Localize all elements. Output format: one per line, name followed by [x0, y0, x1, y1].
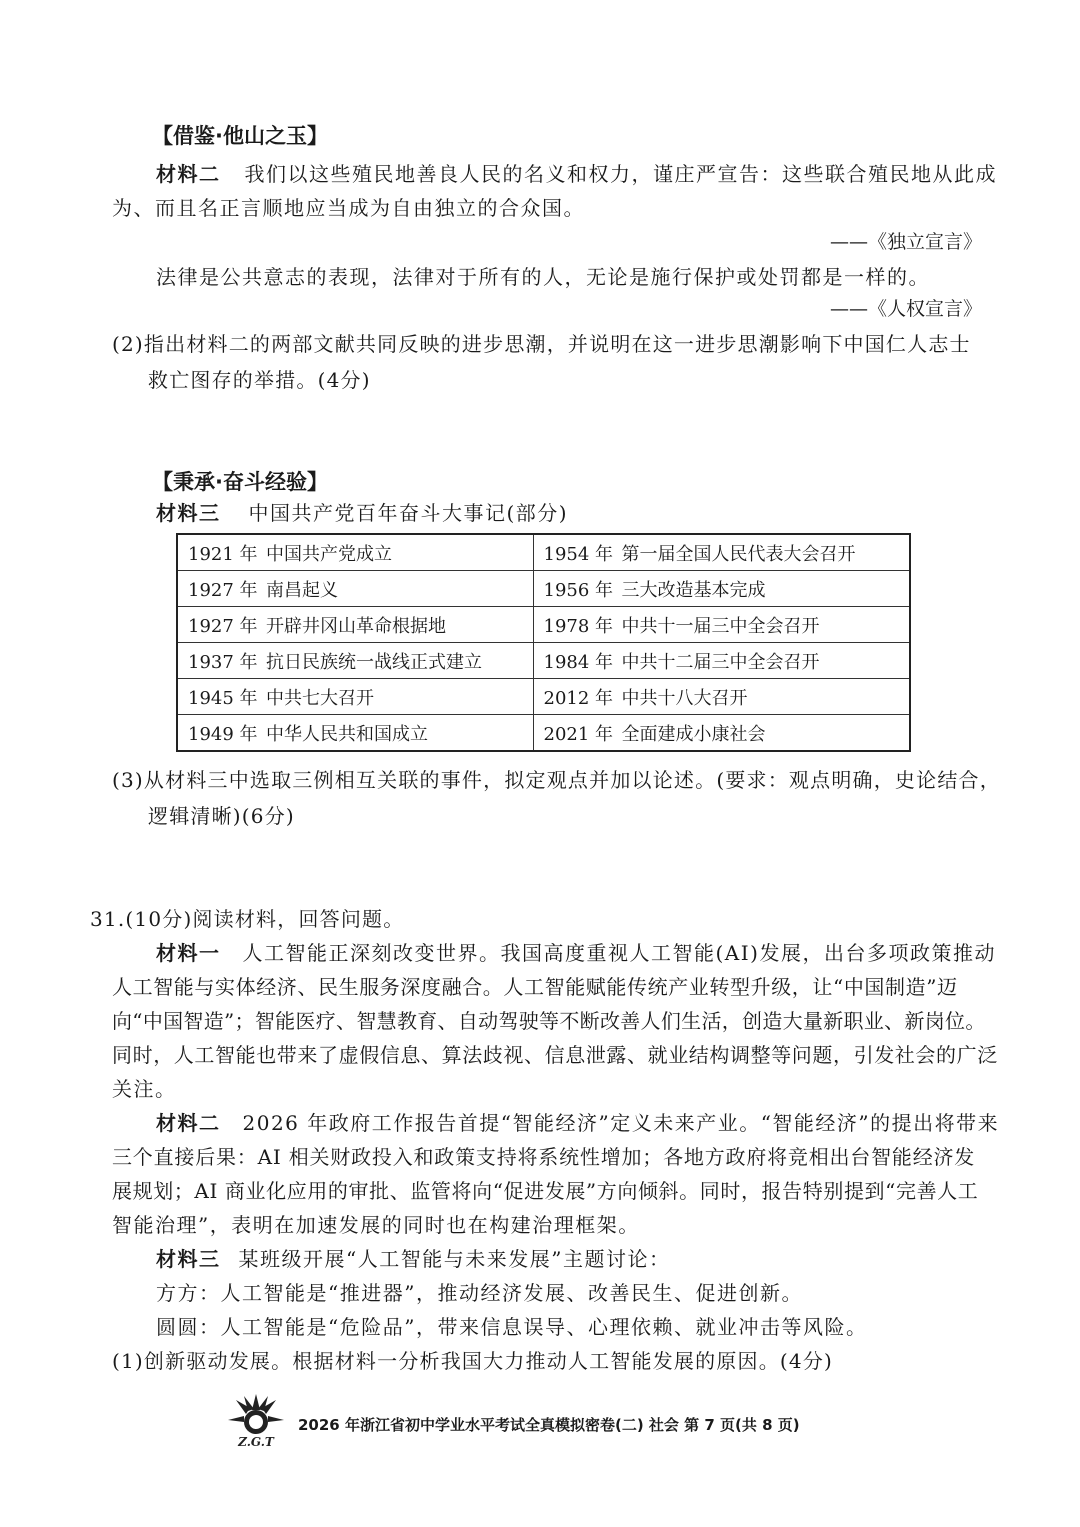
- table-cell: 1978 年 中共十一届三中全会召开: [533, 607, 910, 643]
- discussion-opinion: 方方：人工智能是“推进器”，推动经济发展、改善民生、促进创新。: [156, 1281, 803, 1305]
- table-row: [177, 643, 910, 679]
- material-text: 我们以这些殖民地善良人民的名义和权力，谨庄严宣告：这些联合殖民地从此成: [244, 162, 997, 186]
- material-paragraph: 材料一 人工智能正深刻改变世界。我国高度重视人工智能(AI)发展，出台多项政策推动: [156, 941, 996, 965]
- material-label: 材料三: [156, 1247, 221, 1271]
- table-cell: 2021 年 全面建成小康社会: [533, 715, 910, 752]
- question-text: 逻辑清晰)(6分): [148, 804, 295, 828]
- question-text: (3)从材料三中选取三例相互关联的事件，拟定观点并加以论述。(要求：观点明确，史论结合，: [112, 768, 1001, 792]
- material-text: 展规划；AI 商业化应用的审批、监管将向“促进发展”方向倾斜。同时，报告特别提到“完善人工: [112, 1179, 979, 1203]
- section-heading: 【借鉴·他山之玉】: [152, 124, 328, 148]
- table-cell: 1945 年 中共七大召开: [177, 679, 533, 715]
- sunburst-logo-icon: [226, 1392, 286, 1452]
- logo-text: Z.G.T: [238, 1435, 274, 1449]
- publisher-logo: [226, 1392, 286, 1452]
- question-text: (1)创新驱动发展。根据材料一分析我国大力推动人工智能发展的原因。(4分): [112, 1349, 834, 1373]
- table-cell: 1927 年 南昌起义: [177, 571, 533, 607]
- events-table: [176, 533, 911, 752]
- material-text: 为、而且名正言顺地应当成为自由独立的合众国。: [112, 196, 585, 220]
- source-citation: ——《独立宣言》: [830, 231, 983, 253]
- table-row: [177, 715, 910, 752]
- material-text: 三个直接后果：AI 相关财政投入和政策支持将系统性增加；各地方政府将竞相出台智能经济发: [112, 1145, 976, 1169]
- page-footer: 2026 年浙江省初中学业水平考试全真模拟密卷(二) 社会 第 7 页(共 8 页): [298, 1416, 800, 1434]
- material-title-line: [156, 497, 568, 526]
- table-cell: 1937 年 抗日民族统一战线正式建立: [177, 643, 533, 679]
- table-row: [177, 534, 910, 571]
- table-row: [177, 571, 910, 607]
- material-label: 材料三: [156, 501, 221, 525]
- table-cell: 1949 年 中华人民共和国成立: [177, 715, 533, 752]
- material-text: 智能治理”，表明在加速发展的同时也在构建治理框架。: [112, 1213, 640, 1237]
- question-text: 救亡图存的举措。(4分): [148, 368, 371, 392]
- material-label: 材料二: [156, 1111, 221, 1135]
- material-paragraph: 材料三 某班级开展“人工智能与未来发展”主题讨论：: [156, 1247, 671, 1271]
- material-text: 同时，人工智能也带来了虚假信息、算法歧视、信息泄露、就业结构调整等问题，引发社会的广泛: [112, 1043, 998, 1067]
- material-text: 人工智能与实体经济、民生服务深度融合。人工智能赋能传统产业转型升级，让“中国制造”迈: [112, 975, 958, 999]
- material-text: 法律是公共意志的表现，法律对于所有的人，无论是施行保护或处罚都是一样的。: [156, 265, 930, 289]
- material-title: 中国共产党百年奋斗大事记(部分): [248, 501, 569, 525]
- material-paragraph: 材料二 2026 年政府工作报告首提“智能经济”定义未来产业。“智能经济”的提出将带来: [156, 1111, 1000, 1135]
- table-row: [177, 679, 910, 715]
- section-heading: 【秉承·奋斗经验】: [152, 470, 328, 494]
- material-label: 材料二: [156, 162, 221, 186]
- table-cell: 1921 年 中国共产党成立: [177, 534, 533, 571]
- table-cell: 1984 年 中共十二届三中全会召开: [533, 643, 910, 679]
- material-text: 关注。: [112, 1077, 177, 1101]
- table-cell: 1956 年 三大改造基本完成: [533, 571, 910, 607]
- table-cell: 2012 年 中共十八大召开: [533, 679, 910, 715]
- table-cell: 1927 年 开辟井冈山革命根据地: [177, 607, 533, 643]
- source-citation: ——《人权宣言》: [830, 298, 983, 320]
- material-label: 材料一: [156, 941, 221, 965]
- material-paragraph: [156, 158, 997, 187]
- material-text: 向“中国智造”；智能医疗、智慧教育、自动驾驶等不断改善人们生活，创造大量新职业、新岗位。: [112, 1009, 986, 1033]
- question-text: (2)指出材料二的两部文献共同反映的进步思潮，并说明在这一进步思潮影响下中国仁人志士: [112, 332, 971, 356]
- table-cell: 1954 年 第一届全国人民代表大会召开: [533, 534, 910, 571]
- discussion-opinion: 圆圆：人工智能是“危险品”，带来信息误导、心理依赖、就业冲击等风险。: [156, 1315, 868, 1339]
- table-row: [177, 607, 910, 643]
- question-header: 31.(10分)阅读材料，回答问题。: [90, 907, 405, 931]
